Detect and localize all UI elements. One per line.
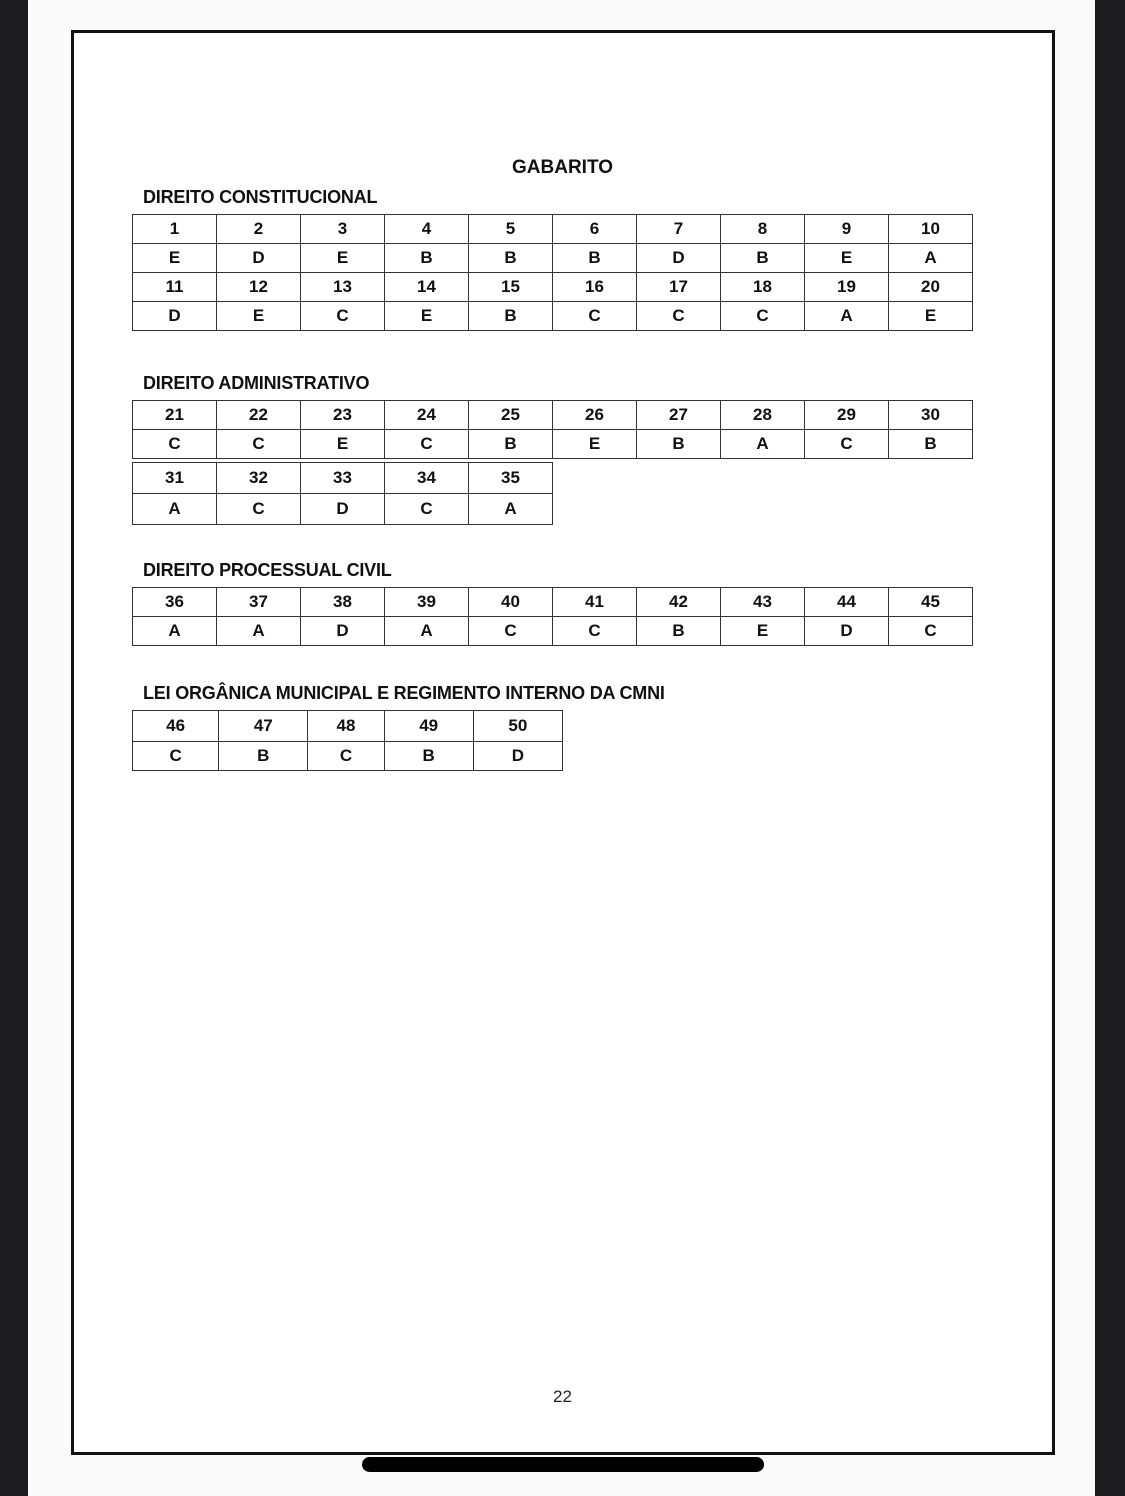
question-row bbox=[133, 463, 553, 494]
question-number: 13 bbox=[301, 273, 385, 302]
answer-letter: A bbox=[889, 244, 973, 273]
question-number: 46 bbox=[133, 711, 219, 742]
question-number: 26 bbox=[553, 401, 637, 430]
answer-letter: C bbox=[553, 302, 637, 331]
question-number: 7 bbox=[637, 215, 721, 244]
question-number: 45 bbox=[889, 588, 973, 617]
answer-letter: B bbox=[469, 302, 553, 331]
question-number: 2 bbox=[217, 215, 301, 244]
question-number: 39 bbox=[385, 588, 469, 617]
answer-letter: C bbox=[889, 617, 973, 646]
answer-letter: C bbox=[217, 494, 301, 525]
question-number: 25 bbox=[469, 401, 553, 430]
answer-row bbox=[133, 494, 553, 525]
answer-letter: E bbox=[889, 302, 973, 331]
answer-row bbox=[133, 617, 973, 646]
left-bezel bbox=[0, 0, 28, 1496]
answer-letter: C bbox=[637, 302, 721, 331]
question-number: 16 bbox=[553, 273, 637, 302]
section-title-processual-civil: DIREITO PROCESSUAL CIVIL bbox=[143, 560, 392, 580]
section-title-constitucional: DIREITO CONSTITUCIONAL bbox=[143, 187, 378, 207]
answer-table-administrativo-part1 bbox=[132, 400, 973, 459]
section-title-lei-organica: LEI ORGÂNICA MUNICIPAL E REGIMENTO INTERNO DA CMNI bbox=[143, 683, 665, 703]
answer-letter: B bbox=[219, 742, 308, 771]
question-number: 10 bbox=[889, 215, 973, 244]
answer-letter: C bbox=[385, 430, 469, 459]
answer-letter: C bbox=[217, 430, 301, 459]
question-number: 4 bbox=[385, 215, 469, 244]
question-number: 33 bbox=[301, 463, 385, 494]
answer-letter: D bbox=[217, 244, 301, 273]
question-number: 43 bbox=[721, 588, 805, 617]
answer-letter: B bbox=[385, 244, 469, 273]
question-row bbox=[133, 215, 973, 244]
answer-letter: A bbox=[133, 494, 217, 525]
question-number: 21 bbox=[133, 401, 217, 430]
answer-letter: A bbox=[385, 617, 469, 646]
question-number: 49 bbox=[384, 711, 473, 742]
answer-letter: C bbox=[385, 494, 469, 525]
answer-letter: E bbox=[721, 617, 805, 646]
question-number: 27 bbox=[637, 401, 721, 430]
question-row bbox=[133, 588, 973, 617]
question-number: 32 bbox=[217, 463, 301, 494]
question-number: 30 bbox=[889, 401, 973, 430]
answer-row bbox=[133, 244, 973, 273]
question-number: 14 bbox=[385, 273, 469, 302]
answer-letter: B bbox=[721, 244, 805, 273]
question-number: 18 bbox=[721, 273, 805, 302]
answer-letter: C bbox=[805, 430, 889, 459]
answer-row bbox=[133, 430, 973, 459]
answer-table-administrativo-part2 bbox=[132, 462, 553, 525]
answer-letter: E bbox=[805, 244, 889, 273]
question-row bbox=[133, 273, 973, 302]
question-number: 41 bbox=[553, 588, 637, 617]
answer-table-processual-civil bbox=[132, 587, 973, 646]
question-number: 19 bbox=[805, 273, 889, 302]
answer-letter: B bbox=[553, 244, 637, 273]
answer-letter: A bbox=[469, 494, 553, 525]
question-number: 24 bbox=[385, 401, 469, 430]
question-number: 1 bbox=[133, 215, 217, 244]
question-number: 38 bbox=[301, 588, 385, 617]
home-indicator-bar[interactable] bbox=[362, 1457, 764, 1472]
answer-letter: C bbox=[308, 742, 384, 771]
question-number: 20 bbox=[889, 273, 973, 302]
question-number: 34 bbox=[385, 463, 469, 494]
answer-letter: E bbox=[301, 244, 385, 273]
answer-letter: D bbox=[473, 742, 562, 771]
question-number: 28 bbox=[721, 401, 805, 430]
answer-letter: E bbox=[133, 244, 217, 273]
question-number: 44 bbox=[805, 588, 889, 617]
answer-letter: D bbox=[301, 617, 385, 646]
question-number: 47 bbox=[219, 711, 308, 742]
section-title-administrativo: DIREITO ADMINISTRATIVO bbox=[143, 373, 370, 393]
answer-letter: C bbox=[133, 430, 217, 459]
question-number: 22 bbox=[217, 401, 301, 430]
answer-letter: A bbox=[805, 302, 889, 331]
answer-letter: B bbox=[469, 244, 553, 273]
answer-letter: C bbox=[133, 742, 219, 771]
question-number: 40 bbox=[469, 588, 553, 617]
answer-letter: A bbox=[133, 617, 217, 646]
answer-letter: C bbox=[721, 302, 805, 331]
question-number: 50 bbox=[473, 711, 562, 742]
question-number: 42 bbox=[637, 588, 721, 617]
answer-letter: E bbox=[301, 430, 385, 459]
answer-row bbox=[133, 742, 563, 771]
question-number: 6 bbox=[553, 215, 637, 244]
answer-letter: B bbox=[637, 617, 721, 646]
answer-letter: B bbox=[637, 430, 721, 459]
question-number: 15 bbox=[469, 273, 553, 302]
answer-letter: E bbox=[217, 302, 301, 331]
answer-letter: A bbox=[721, 430, 805, 459]
answer-letter: E bbox=[553, 430, 637, 459]
right-bezel bbox=[1095, 0, 1125, 1496]
answer-table-lei-organica bbox=[132, 710, 563, 771]
question-number: 17 bbox=[637, 273, 721, 302]
question-row bbox=[133, 401, 973, 430]
answer-letter: C bbox=[301, 302, 385, 331]
answer-letter: D bbox=[637, 244, 721, 273]
answer-letter: C bbox=[469, 617, 553, 646]
question-number: 3 bbox=[301, 215, 385, 244]
question-number: 12 bbox=[217, 273, 301, 302]
question-number: 9 bbox=[805, 215, 889, 244]
question-number: 48 bbox=[308, 711, 384, 742]
answer-letter: D bbox=[133, 302, 217, 331]
question-number: 31 bbox=[133, 463, 217, 494]
answer-letter: D bbox=[301, 494, 385, 525]
answer-letter: D bbox=[805, 617, 889, 646]
answer-letter: B bbox=[469, 430, 553, 459]
question-number: 36 bbox=[133, 588, 217, 617]
answer-table-constitucional bbox=[132, 214, 973, 331]
question-number: 5 bbox=[469, 215, 553, 244]
answer-row bbox=[133, 302, 973, 331]
answer-letter: C bbox=[553, 617, 637, 646]
page-title: GABARITO bbox=[512, 157, 613, 178]
answer-letter: B bbox=[384, 742, 473, 771]
question-number: 29 bbox=[805, 401, 889, 430]
question-number: 11 bbox=[133, 273, 217, 302]
question-number: 23 bbox=[301, 401, 385, 430]
question-row bbox=[133, 711, 563, 742]
answer-letter: B bbox=[889, 430, 973, 459]
question-number: 37 bbox=[217, 588, 301, 617]
page-number: 22 bbox=[553, 1387, 572, 1406]
question-number: 8 bbox=[721, 215, 805, 244]
question-number: 35 bbox=[469, 463, 553, 494]
answer-letter: A bbox=[217, 617, 301, 646]
answer-letter: E bbox=[385, 302, 469, 331]
